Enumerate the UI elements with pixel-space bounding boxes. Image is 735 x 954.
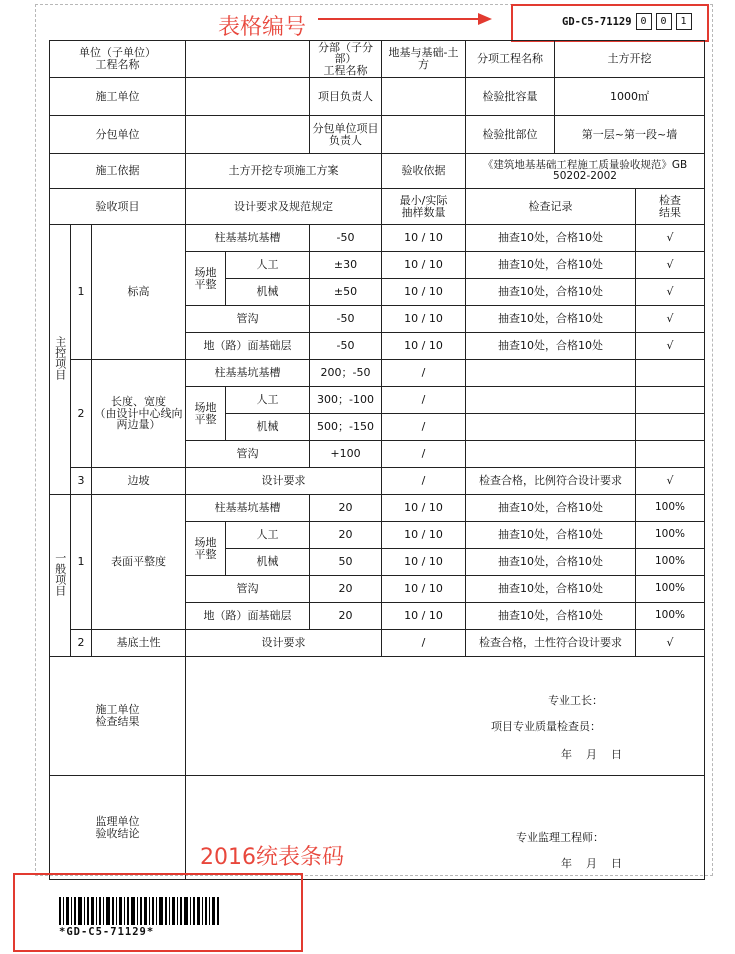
result-value: √ — [636, 630, 705, 657]
sample-value: 10 / 10 — [382, 495, 466, 522]
record-value — [466, 441, 636, 468]
sample-value: 10 / 10 — [382, 279, 466, 306]
result-value: 100% — [636, 576, 705, 603]
sub-pm-label: 分包单位项目 负责人 — [310, 116, 382, 154]
design-value: 200；-50 — [310, 360, 382, 387]
result-value — [636, 414, 705, 441]
form-code-digit: 0 — [656, 13, 672, 30]
sub-item: 柱基基坑基槽 — [186, 225, 310, 252]
sub-item: 管沟 — [186, 306, 310, 333]
constructor-value — [186, 78, 310, 116]
sub-item: 管沟 — [186, 441, 310, 468]
form-code-prefix: GD-C5-71129 — [562, 15, 632, 28]
sample-value: / — [382, 387, 466, 414]
design-value: -50 — [310, 225, 382, 252]
capacity-cell — [466, 78, 705, 116]
capacity-label: 检验批容量 — [466, 78, 555, 115]
record-value: 抽查10处，合格10处 — [466, 549, 636, 576]
item-no: 1 — [71, 495, 92, 630]
item-name: 标高 — [92, 225, 186, 360]
supervisor-check-label: 监理单位 验收结论 — [50, 776, 186, 880]
form-code — [562, 13, 692, 30]
sub-item: 柱基基坑基槽 — [186, 495, 310, 522]
item-name: 边坡 — [92, 468, 186, 495]
design-value: 500；-150 — [310, 414, 382, 441]
sub-item: 人工 — [226, 387, 310, 414]
main-group-label: 主控项目 — [50, 225, 71, 495]
design-value: 20 — [310, 522, 382, 549]
sample-value: 10 / 10 — [382, 252, 466, 279]
col-sample: 最小/实际 抽样数量 — [382, 189, 466, 225]
item-no: 2 — [71, 630, 92, 657]
item-name: 长度、宽度 （由设计中心线向 两边量） — [92, 360, 186, 468]
basis-value: 土方开挖专项施工方案 — [186, 154, 382, 189]
record-value: 检查合格，比例符合设计要求 — [466, 468, 636, 495]
design-value: ±50 — [310, 279, 382, 306]
design-value: -50 — [310, 333, 382, 360]
record-value: 抽查10处，合格10处 — [466, 252, 636, 279]
accept-label: 验收依据 — [382, 154, 466, 189]
sample-value: / — [382, 360, 466, 387]
result-value: √ — [636, 279, 705, 306]
sub-item: 人工 — [226, 522, 310, 549]
sample-value: / — [382, 468, 466, 495]
col-result: 检查 结果 — [636, 189, 705, 225]
subcontractor-value — [186, 116, 310, 154]
constructor-check-area — [186, 657, 705, 776]
result-value: 100% — [636, 522, 705, 549]
group-label: 场地 平整 — [186, 522, 226, 576]
record-value: 抽查10处，合格10处 — [466, 333, 636, 360]
constructor-label: 施工单位 — [50, 78, 186, 116]
result-value: √ — [636, 306, 705, 333]
design-value: +100 — [310, 441, 382, 468]
supervisor-date: 年 月 日 — [561, 857, 622, 870]
sub-item: 人工 — [226, 252, 310, 279]
constructor-check-label: 施工单位 检查结果 — [50, 657, 186, 776]
arrow-icon — [316, 12, 494, 26]
item-no: 2 — [71, 360, 92, 468]
accept-value: 《建筑地基基础工程施工质量验收规范》GB 50202-2002 — [466, 154, 705, 189]
item-no: 3 — [71, 468, 92, 495]
result-value: √ — [636, 225, 705, 252]
record-value: 抽查10处，合格10处 — [466, 522, 636, 549]
record-value — [466, 414, 636, 441]
record-value: 抽查10处，合格10处 — [466, 495, 636, 522]
design-value: 300；-100 — [310, 387, 382, 414]
sub-pm-value — [382, 116, 466, 154]
sample-value: 10 / 10 — [382, 225, 466, 252]
result-value — [636, 441, 705, 468]
record-value: 抽查10处，合格10处 — [466, 306, 636, 333]
design-value: 设计要求 — [186, 468, 382, 495]
form-code-digit: 1 — [676, 13, 692, 30]
result-value — [636, 387, 705, 414]
barcode-annotation: 2016统表条码 — [200, 845, 344, 870]
record-value: 检查合格，土性符合设计要求 — [466, 630, 636, 657]
sub-value: 地基与基础-土方 — [382, 41, 466, 78]
record-value: 抽查10处，合格10处 — [466, 279, 636, 306]
record-value: 抽查10处，合格10处 — [466, 225, 636, 252]
barcode-text: *GD-C5-71129* — [59, 926, 155, 938]
sample-value: / — [382, 630, 466, 657]
item-value: 土方开挖 — [607, 52, 652, 66]
result-value: √ — [636, 468, 705, 495]
inspector-label: 项目专业质量检查员： — [491, 720, 602, 733]
sample-value: / — [382, 441, 466, 468]
barcode-graphic — [59, 897, 219, 925]
result-value: 100% — [636, 549, 705, 576]
sample-value: 10 / 10 — [382, 603, 466, 630]
item-name: 基底土性 — [92, 630, 186, 657]
design-value: -50 — [310, 306, 382, 333]
sub-label: 分部（子分部） 工程名称 — [310, 41, 382, 78]
unit-label: 单位（子单位） 工程名称 — [50, 41, 186, 78]
sub-item: 地（路）面基础层 — [186, 333, 310, 360]
subcontractor-label: 分包单位 — [50, 116, 186, 154]
general-group-label: 一般项目 — [50, 495, 71, 657]
sample-value: 10 / 10 — [382, 549, 466, 576]
inspection-form — [49, 40, 705, 880]
sample-value: 10 / 10 — [382, 522, 466, 549]
sample-value: / — [382, 414, 466, 441]
record-value: 抽查10处，合格10处 — [466, 576, 636, 603]
result-value: √ — [636, 333, 705, 360]
item-no: 1 — [71, 225, 92, 360]
group-label: 场地 平整 — [186, 252, 226, 306]
sub-item: 地（路）面基础层 — [186, 603, 310, 630]
basis-label: 施工依据 — [50, 154, 186, 189]
form-number-annotation: 表格编号 — [218, 15, 307, 40]
sample-value: 10 / 10 — [382, 306, 466, 333]
sample-value: 10 / 10 — [382, 576, 466, 603]
result-value: 100% — [636, 603, 705, 630]
part-label: 检验批部位 — [466, 116, 555, 153]
part-cell — [466, 116, 705, 154]
engineer-label: 专业监理工程师： — [516, 831, 605, 844]
design-value: 设计要求 — [186, 630, 382, 657]
design-value: 20 — [310, 495, 382, 522]
group-label: 场地 平整 — [186, 387, 226, 441]
design-value: 50 — [310, 549, 382, 576]
sample-value: 10 / 10 — [382, 333, 466, 360]
item-name: 表面平整度 — [92, 495, 186, 630]
sub-item: 柱基基坑基槽 — [186, 360, 310, 387]
unit-value — [186, 41, 310, 78]
design-value: ±30 — [310, 252, 382, 279]
col-design: 设计要求及规范规定 — [186, 189, 382, 225]
foreman-label: 专业工长： — [548, 694, 604, 707]
item-label: 分项工程名称 — [466, 41, 555, 77]
capacity-value: 1000㎡ — [610, 89, 650, 103]
sub-item: 机械 — [226, 549, 310, 576]
item-cell — [466, 41, 705, 78]
col-record: 检查记录 — [466, 189, 636, 225]
design-value: 20 — [310, 603, 382, 630]
sub-item: 管沟 — [186, 576, 310, 603]
record-value — [466, 387, 636, 414]
result-value: √ — [636, 252, 705, 279]
sub-item: 机械 — [226, 414, 310, 441]
col-item: 验收项目 — [50, 189, 186, 225]
design-value: 20 — [310, 576, 382, 603]
record-value: 抽查10处，合格10处 — [466, 603, 636, 630]
pm-value — [382, 78, 466, 116]
record-value — [466, 360, 636, 387]
pm-label: 项目负责人 — [310, 78, 382, 116]
constructor-date: 年 月 日 — [561, 748, 622, 761]
result-value: 100% — [636, 495, 705, 522]
result-value — [636, 360, 705, 387]
form-code-digit: 0 — [636, 13, 652, 30]
sub-item: 机械 — [226, 279, 310, 306]
part-value: 第一层~第一段~墙 — [581, 127, 678, 141]
